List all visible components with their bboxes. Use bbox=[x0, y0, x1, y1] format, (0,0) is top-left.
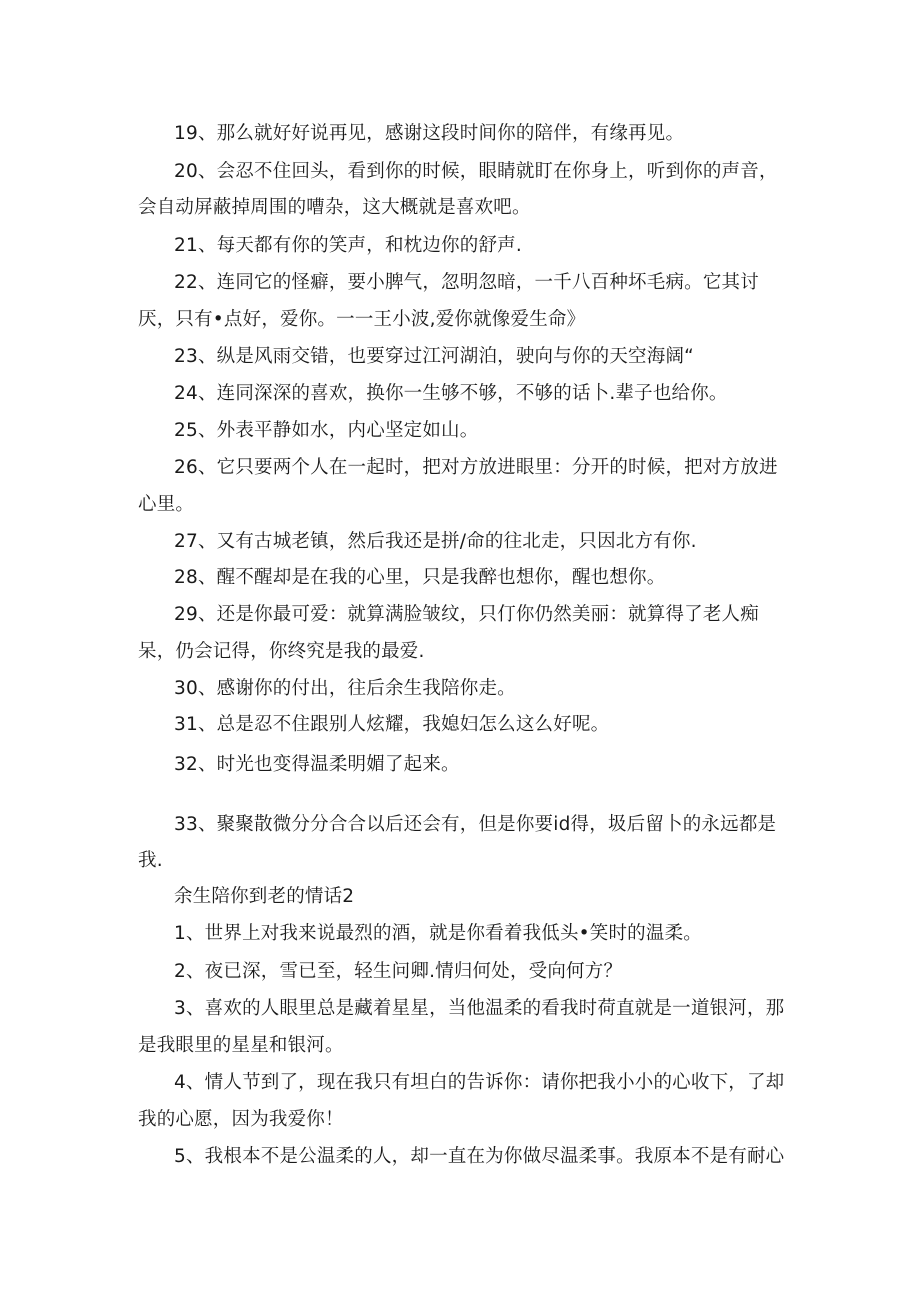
text-line: 29、还是你最可爱：就算满脸皱纹，只仃你仍然美丽：就算得了老人痴 bbox=[174, 604, 759, 625]
text-line: 21、每天都有你的笑声，和枕边你的舒声. bbox=[174, 235, 522, 256]
text-line: 28、醒不醒却是在我的心里，只是我醉也想你，醒也想你。 bbox=[174, 567, 666, 588]
text-line: 我的心愿，因为我爱你！ bbox=[138, 1109, 344, 1130]
text-line: 厌，只有•点好，爱你。一一王小波,爱你就像爱生命》 bbox=[138, 309, 586, 330]
text-line: 我. bbox=[138, 850, 163, 871]
text-line: 20、会忍不住回头，看到你的时候，眼睛就盯在你身上，听到你的声音， bbox=[174, 161, 778, 182]
text-line: 25、外表平静如水，内心坚定如山。 bbox=[174, 420, 479, 441]
text-line: 31、总是忍不住跟别人炫耀，我媳妇怎么这么好呢。 bbox=[174, 714, 610, 735]
section-heading: 余生陪你到老的情话2 bbox=[174, 886, 355, 907]
text-line: 26、它只要两个人在一起时，把对方放进眼里：分开的时候，把对方放进 bbox=[174, 457, 778, 478]
text-line: 3、喜欢的人眼里总是藏着星星，当他温柔的看我时荷直就是一道银河，那 bbox=[174, 998, 785, 1019]
text-line: 33、聚聚散微分分合合以后还会有，但是你要id得，圾后留卜的永远都是 bbox=[174, 814, 777, 835]
text-line: 5、我根本不是公温柔的人，却一直在为你做尽温柔事。我原本不是有耐心 bbox=[174, 1146, 785, 1167]
text-line: 32、时光也变得温柔明媚了起来。 bbox=[174, 754, 460, 775]
text-line: 2、夜已深，雪已至，轻生问卿.情归何处，受向何方？ bbox=[174, 961, 623, 982]
text-line: 是我眼里的星星和银河。 bbox=[138, 1035, 344, 1056]
text-line: 4、情人节到了，现在我只有坦白的告诉你：请你把我小小的心收下，了却 bbox=[174, 1072, 785, 1093]
text-line: 会自动屏蔽掉周围的嘈杂，这大概就是喜欢吧。 bbox=[138, 197, 531, 218]
text-line: 19、那么就好好说再见，感谢这段时间你的陪伴，有缘再见。 bbox=[174, 123, 685, 144]
text-line: 1、世界上对我来说最烈的酒，就是你看着我低头•笑时的温柔。 bbox=[174, 923, 702, 944]
text-line: 22、连同它的怪癖，要小脾气，忽明忽暗，一千八百种坏毛病。它其讨 bbox=[174, 272, 759, 293]
text-line: 呆，仍会记得，你终究是我的最爱. bbox=[138, 641, 425, 662]
text-line: 24、连同深深的喜欢，换你一生够不够，不够的话卜.辈子也给你。 bbox=[174, 383, 728, 404]
text-line: 30、感谢你的付出，往后余生我陪你走。 bbox=[174, 678, 516, 699]
text-line: 心里。 bbox=[138, 494, 195, 515]
text-line: 27、又有古城老镇，然后我还是拼/命的往北走，只因北方有你. bbox=[174, 531, 697, 552]
text-line: 23、纵是风雨交错，也要穿过江河湖泊，驶向与你的天空海阔“ bbox=[174, 346, 694, 367]
